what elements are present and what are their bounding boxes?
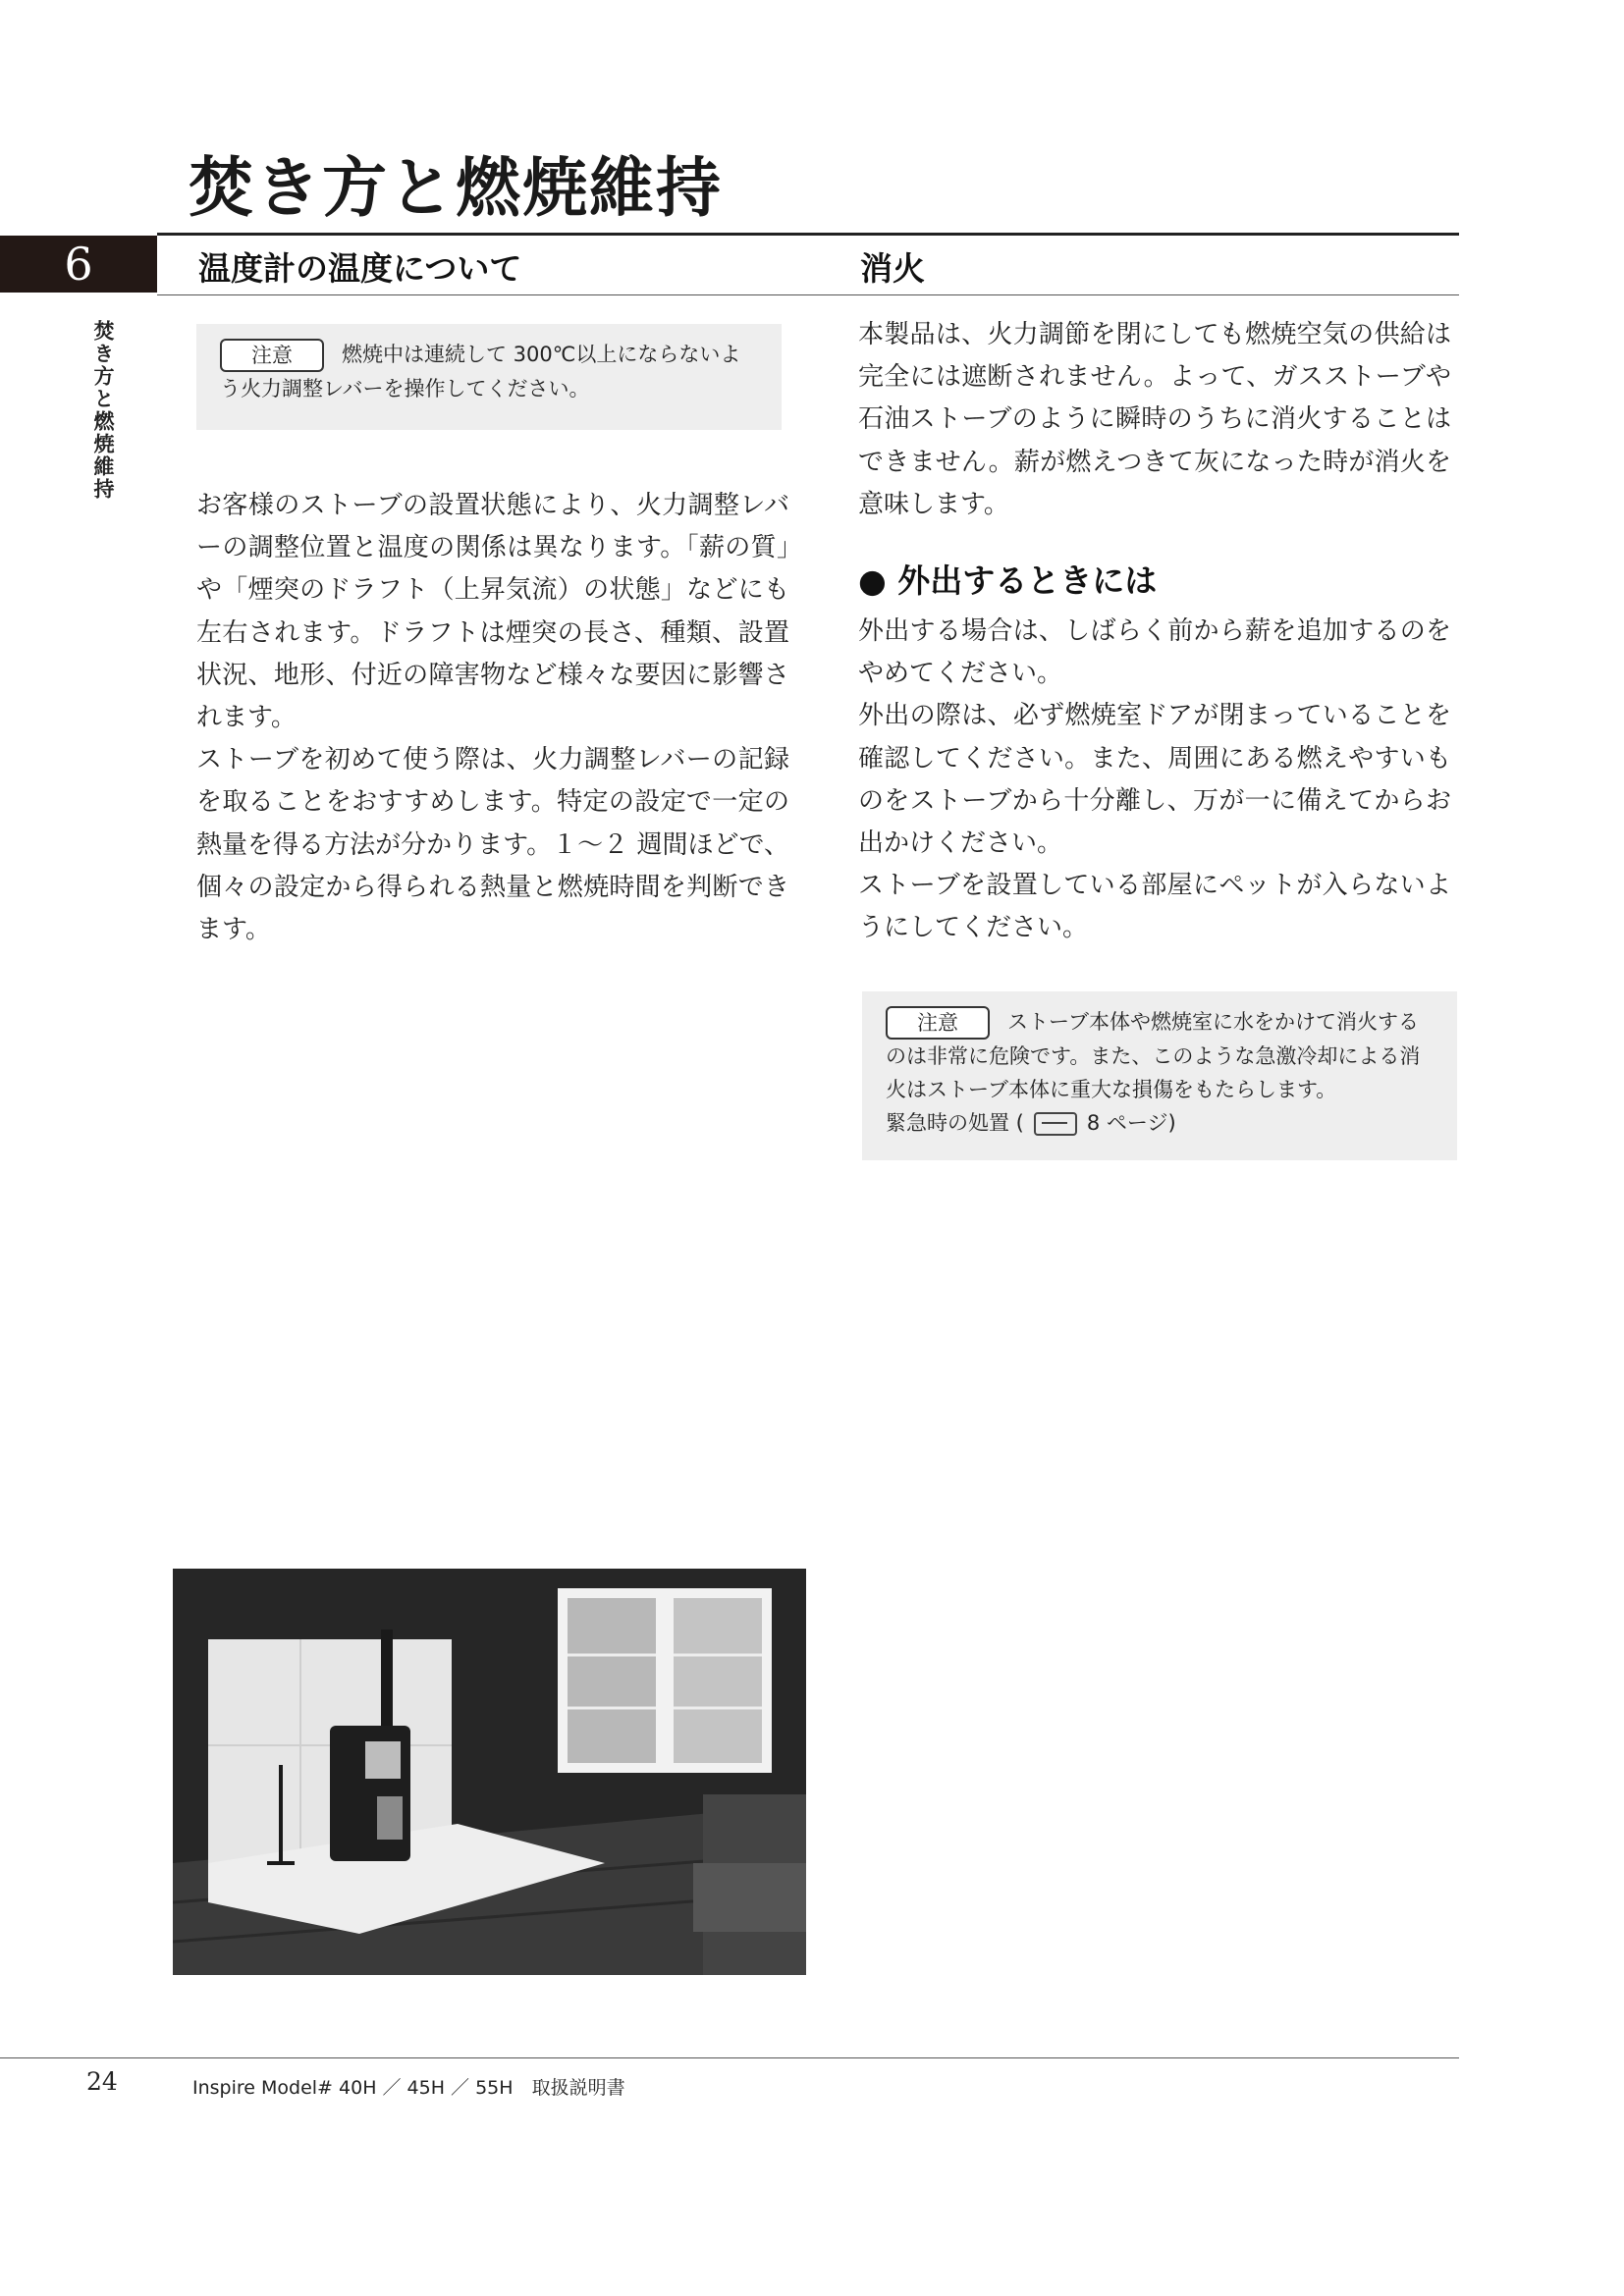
caution-label: 注意 <box>220 339 324 372</box>
chapter-number: 6 <box>0 236 157 293</box>
caution-box-temperature <box>196 324 782 430</box>
stove-room-illustration <box>173 1569 806 1975</box>
subheading-going-out: ● 外出するときには <box>858 561 1158 600</box>
paragraph: ストーブを設置している部屋にペットが入らないようにしてください。 <box>858 871 1451 943</box>
caution-text: 燃焼中は連続して 300℃以上にならないよう火力調整レバーを操作してください。 <box>220 343 741 400</box>
footer-text: Inspire Model# 40H ／ 45H ／ 55H 取扱説明書 <box>192 2077 625 2099</box>
footer-rule <box>0 2057 1459 2058</box>
paragraph: 外出する場合は、しばらく前から薪を追加するのをやめてください。 <box>858 616 1451 689</box>
section-heading-thermometer: 温度計の温度について <box>198 249 522 288</box>
reference-suffix: 8 ページ) <box>1086 1111 1176 1135</box>
right-body <box>858 314 1451 526</box>
reference-prefix: 緊急時の処置 ( <box>886 1111 1024 1135</box>
heading-rule <box>157 294 1459 295</box>
pointing-hand-icon <box>1034 1112 1077 1136</box>
page-number: 24 <box>86 2067 118 2096</box>
page-title: 焚き方と燃焼維持 <box>189 149 723 226</box>
caution-label: 注意 <box>886 1006 990 1040</box>
caution-box-water <box>862 991 1457 1160</box>
caution-text: ストーブ本体や燃焼室に水をかけて消火するのは非常に危険です。また、このような急激冷却による消火はストーブ本体に重大な損傷をもたらします。 <box>886 1010 1421 1101</box>
left-body <box>196 485 789 951</box>
caution-content <box>886 1005 1434 1140</box>
caution-content <box>220 338 758 405</box>
paragraph: 外出の際は、必ず燃焼室ドアが閉まっていることを確認してください。また、周囲にある燃えやすいものをストーブから十分離し、万が一に備えてからお出かけください。 <box>858 701 1451 859</box>
paragraph: ストーブを初めて使う際は、火力調整レバーの記録を取ることをおすすめします。特定の設定で一定の熱量を得る方法が分かります。１～２ 週間ほどで、個々の設定から得られる熱量と燃焼時間を判断できます。 <box>196 745 789 945</box>
header-rule <box>157 233 1459 236</box>
paragraph: お客様のストーブの設置状態により、火力調整レバーの調整位置と温度の関係は異なります。「薪の質」や「煙突のドラフト（上昇気流）の状態」などにも左右されます。ドラフトは煙突の長さ、種類、設置状況、地形、付近の障害物など様々な要因に影響されます。 <box>196 491 789 733</box>
going-out-body <box>858 611 1451 950</box>
side-tab: 焚き方と燃焼維持 <box>91 320 116 501</box>
section-heading-extinguish: 消火 <box>860 249 925 288</box>
stove-room-photo <box>173 1569 806 1975</box>
paragraph: 本製品は、火力調節を閉にしても燃焼空気の供給は完全には遮断されません。よって、ガスストーブや石油ストーブのように瞬時のうちに消火することはできません。薪が燃えつきて灰になった時が消火を意味します。 <box>858 320 1451 519</box>
